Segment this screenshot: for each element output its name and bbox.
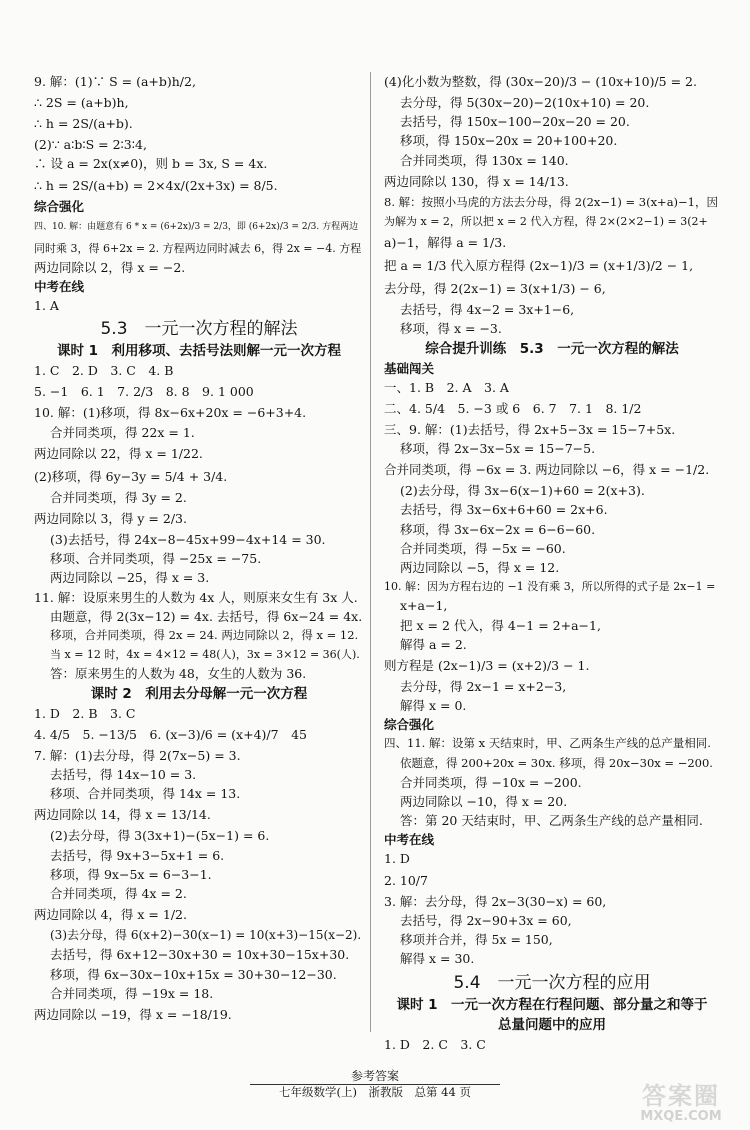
watermark-logo	[620, 1083, 742, 1127]
text-line: 解得 a = 2.	[400, 636, 467, 652]
lesson-title: 总量问题中的应用	[498, 1016, 606, 1033]
text-line: 移项，得 x = −3.	[400, 321, 502, 337]
text-line: 移项、合并同类项，得 14x = 13.	[50, 786, 241, 802]
text-line: 答：原来男生的人数为 48，女生的人数为 36.	[50, 666, 307, 682]
text-line: 1. D	[384, 851, 410, 867]
text-line: 依题意，得 200+20x = 30x. 移项，得 20x−30x = −200.	[400, 755, 713, 770]
footer-rule	[250, 1084, 500, 1085]
lesson-title: 课时 1 利用移项、去括号法则解一元一次方程	[56, 343, 342, 360]
text-line: 两边同除以 −5，得 x = 12.	[400, 560, 560, 576]
text-line: 当 x = 12 时，4x = 4×12 = 48(人)，3x = 3×12 = 36(人).	[50, 648, 360, 662]
formula-line: 4. 4/5 5. −13/5 6. (x−3)/6 = (x+4)/7 45	[34, 726, 307, 742]
chapter-title: 5.4 一元一次方程的应用	[453, 972, 651, 993]
text-line: x+a−1,	[400, 598, 448, 614]
text-line: (3)去括号，得 24x−8−45x+99−4x+14 = 30.	[50, 532, 326, 548]
text-line: 10. 解：因为方程右边的 −1 没有乘 3，所以所得的式子是 2x−1 =	[384, 580, 716, 594]
text-line: 移项，得 3x−6x−2x = 6−6−60.	[400, 521, 596, 537]
right-column	[384, 70, 720, 1054]
text-line: 8. 解：按照小马虎的方法去分母，得 2(2x−1) = 3(x+a)−1，因	[384, 194, 718, 209]
text-line: (2)∵ a∶b∶S = 2∶3∶4,	[34, 137, 147, 153]
section-heading: 综合强化	[384, 717, 435, 733]
formula-line: 则方程是 (2x−1)/3 = (x+2)/3 − 1.	[384, 658, 590, 674]
text-line: 11. 解：设原来男生的人数为 4x 人，则原来女生有 3x 人.	[34, 589, 358, 605]
text-line: 去括号，得 150x−100−20x−20 = 20.	[400, 114, 630, 130]
formula-line: 2. 10/7	[384, 872, 428, 888]
text-line: 1. D 2. C 3. C	[384, 1036, 486, 1052]
section-heading: 基础闯关	[384, 360, 435, 376]
formula-line: (2)移项，得 6y−3y = 5/4 + 3/4.	[34, 468, 228, 484]
section-heading: 中考在线	[34, 279, 85, 295]
footer-title: 参考答案	[350, 1069, 399, 1083]
text-line: (2)去分母，得 3(3x+1)−(5x−1) = 6.	[50, 828, 270, 844]
text-line: 答：第 20 天结束时，甲、乙两条生产线的总产量相同.	[400, 813, 703, 829]
formula-line: 两边同除以 14，得 x = 13/14.	[34, 807, 211, 823]
formula-line: 5. −1 6. 1 7. 2/3 8. 8 9. 1 000	[34, 384, 254, 400]
formula-line: ∴ h = 2S/(a+b) = 2×4x/(2x+3x) = 8/5.	[34, 177, 278, 193]
lesson-title: 综合提升训练 5.3 一元一次方程的解法	[425, 340, 679, 357]
text-line: 合并同类项，得 22x = 1.	[50, 424, 195, 440]
section-heading: 中考在线	[384, 832, 435, 848]
text-line: 去括号，得 3x−6x+6+60 = 2x+6.	[400, 502, 608, 518]
formula-line: a)−1，解得 a = 1/3.	[384, 235, 507, 251]
text-line: 去分母，得 2x−1 = x+2−3,	[400, 679, 567, 695]
formula-line: 二、4. 5/4 5. −3 或 6 6. 7 7. 1 8. 1/2	[384, 400, 642, 416]
text-line: 一、1. B 2. A 3. A	[384, 379, 509, 395]
section-heading: 综合强化	[34, 198, 85, 214]
text-line: 7. 解：(1)去分母，得 2(7x−5) = 3.	[34, 747, 241, 763]
footer-subtitle: 七年级数学(上) 浙教版 总第 44 页	[279, 1085, 471, 1099]
text-line: 两边同除以 −10，得 x = 20.	[400, 794, 568, 810]
text-line: 把 x = 2 代入，得 4−1 = 2+a−1,	[400, 617, 601, 633]
formula-line: 两边同除以 4，得 x = 1/2.	[34, 907, 187, 923]
text-line: 移项并合并，得 5x = 150,	[400, 932, 553, 948]
text-line: ∴ 设 a = 2x(x≠0)，则 b = 3x, S = 4x.	[34, 156, 268, 172]
text-line: 解得 x = 30.	[400, 951, 475, 967]
watermark-url: MXQE.COM	[640, 1109, 722, 1124]
formula-line: 9. 解：(1)∵ S = (a+b)h/2,	[34, 74, 196, 89]
formula-line: 两边同除以 22，得 x = 1/22.	[34, 445, 203, 461]
text-line: 合并同类项，得 −10x = −200.	[400, 774, 582, 790]
left-column	[34, 70, 364, 1026]
text-line: 由题意，得 2(3x−12) = 4x. 去括号，得 6x−24 = 4x.	[50, 608, 363, 624]
text-line: 同时乘 3，得 6+2x = 2. 方程两边同时减去 6，得 2x = −4. 方程	[34, 241, 362, 255]
text-line: 合并同类项，得 130x = 140.	[400, 152, 569, 168]
formula-line: (4)化小数为整数，得 (30x−20)/3 − (10x+10)/5 = 2.	[384, 74, 697, 89]
text-line: 两边同除以 2，得 x = −2.	[34, 259, 186, 275]
formula-line: 两边同除以 130，得 x = 14/13.	[384, 173, 569, 189]
text-line: 去括号，得 14x−10 = 3.	[50, 767, 197, 783]
text-line: 1. A	[34, 298, 59, 314]
text-line: ∴ 2S = (a+b)h,	[34, 95, 129, 110]
text-line: 合并同类项，得 4x = 2.	[50, 886, 187, 902]
text-line: 移项，得 2x−3x−5x = 15−7−5.	[400, 441, 596, 457]
formula-line: 合并同类项，得 −6x = 3. 两边同除以 −6，得 x = −1/2.	[384, 462, 710, 478]
formula-line: 把 a = 1/3 代入原方程得 (2x−1)/3 = (x+1/3)/2 − 1,	[384, 258, 694, 274]
formula-line: 两边同除以 3，得 y = 2/3.	[34, 511, 187, 527]
text-line: 三、9. 解：(1)去括号，得 2x+5−3x = 15−7+5x.	[384, 421, 676, 437]
text-line: 两边同除以 −25，得 x = 3.	[50, 570, 210, 586]
text-line: 为解为 x = 2，所以把 x = 2 代入方程，得 2×(2×2−1) = 3(2+	[384, 215, 708, 229]
formula-line: 四、10. 解：由题意有 6 * x = (6+2x)/3 = 2/3，即 (6+2x)/3 = 2/3. 方程两边	[34, 221, 359, 232]
text-line: 合并同类项，得 −5x = −60.	[400, 540, 566, 556]
text-line: 移项，得 150x−20x = 20+100+20.	[400, 133, 618, 149]
formula-line: ∴ h = 2S/(a+b).	[34, 116, 133, 132]
text-line: 1. D 2. B 3. C	[34, 705, 136, 721]
text-line: 四、11. 解：设第 x 天结束时，甲、乙两条生产线的总产量相同.	[384, 736, 711, 751]
text-line: (3)去分母，得 6(x+2)−30(x−1) = 10(x+3)−15(x−2).	[50, 928, 362, 943]
text-line: 3. 解：去分母，得 2x−3(30−x) = 60,	[384, 893, 607, 909]
formula-line: 两边同除以 −19，得 x = −18/19.	[34, 1007, 232, 1023]
lesson-title: 课时 1 一元一次方程在行程问题、部分量之和等于	[396, 996, 708, 1013]
text-line: 去括号，得 4x−2 = 3x+1−6,	[400, 302, 575, 318]
text-line: 移项，合并同类项，得 2x = 24. 两边同除以 2，得 x = 12.	[50, 628, 359, 643]
text-line: 去括号，得 2x−90+3x = 60,	[400, 912, 572, 928]
text-line: 移项，得 9x−5x = 6−3−1.	[50, 866, 212, 882]
text-line: 1. C 2. D 3. C 4. B	[34, 363, 174, 379]
formula-line: 去分母，得 2(2x−1) = 3(x+1/3) − 6,	[384, 281, 606, 297]
text-line: 移项，得 6x−30x−10x+15x = 30+30−12−30.	[50, 966, 337, 982]
column-divider	[370, 72, 371, 1032]
text-line: 合并同类项，得 3y = 2.	[50, 489, 187, 505]
text-line: 去括号，得 6x+12−30x+30 = 10x+30−15x+30.	[50, 947, 350, 963]
text-line: 去括号，得 9x+3−5x+1 = 6.	[50, 847, 225, 863]
watermark-text: 答案圈	[642, 1082, 720, 1110]
text-line: 解得 x = 0.	[400, 698, 467, 714]
text-line: 10. 解：(1)移项，得 8x−6x+20x = −6+3+4.	[34, 405, 307, 421]
text-line: 去分母，得 5(30x−20)−2(10x+10) = 20.	[400, 95, 650, 110]
text-line: 移项、合并同类项，得 −25x = −75.	[50, 551, 262, 567]
lesson-title: 课时 2 利用去分母解一元一次方程	[90, 685, 308, 702]
text-line: 合并同类项，得 −19x = 18.	[50, 985, 214, 1001]
chapter-title: 5.3 一元一次方程的解法	[100, 319, 298, 340]
text-line: (2)去分母，得 3x−6(x−1)+60 = 2(x+3).	[400, 483, 645, 499]
